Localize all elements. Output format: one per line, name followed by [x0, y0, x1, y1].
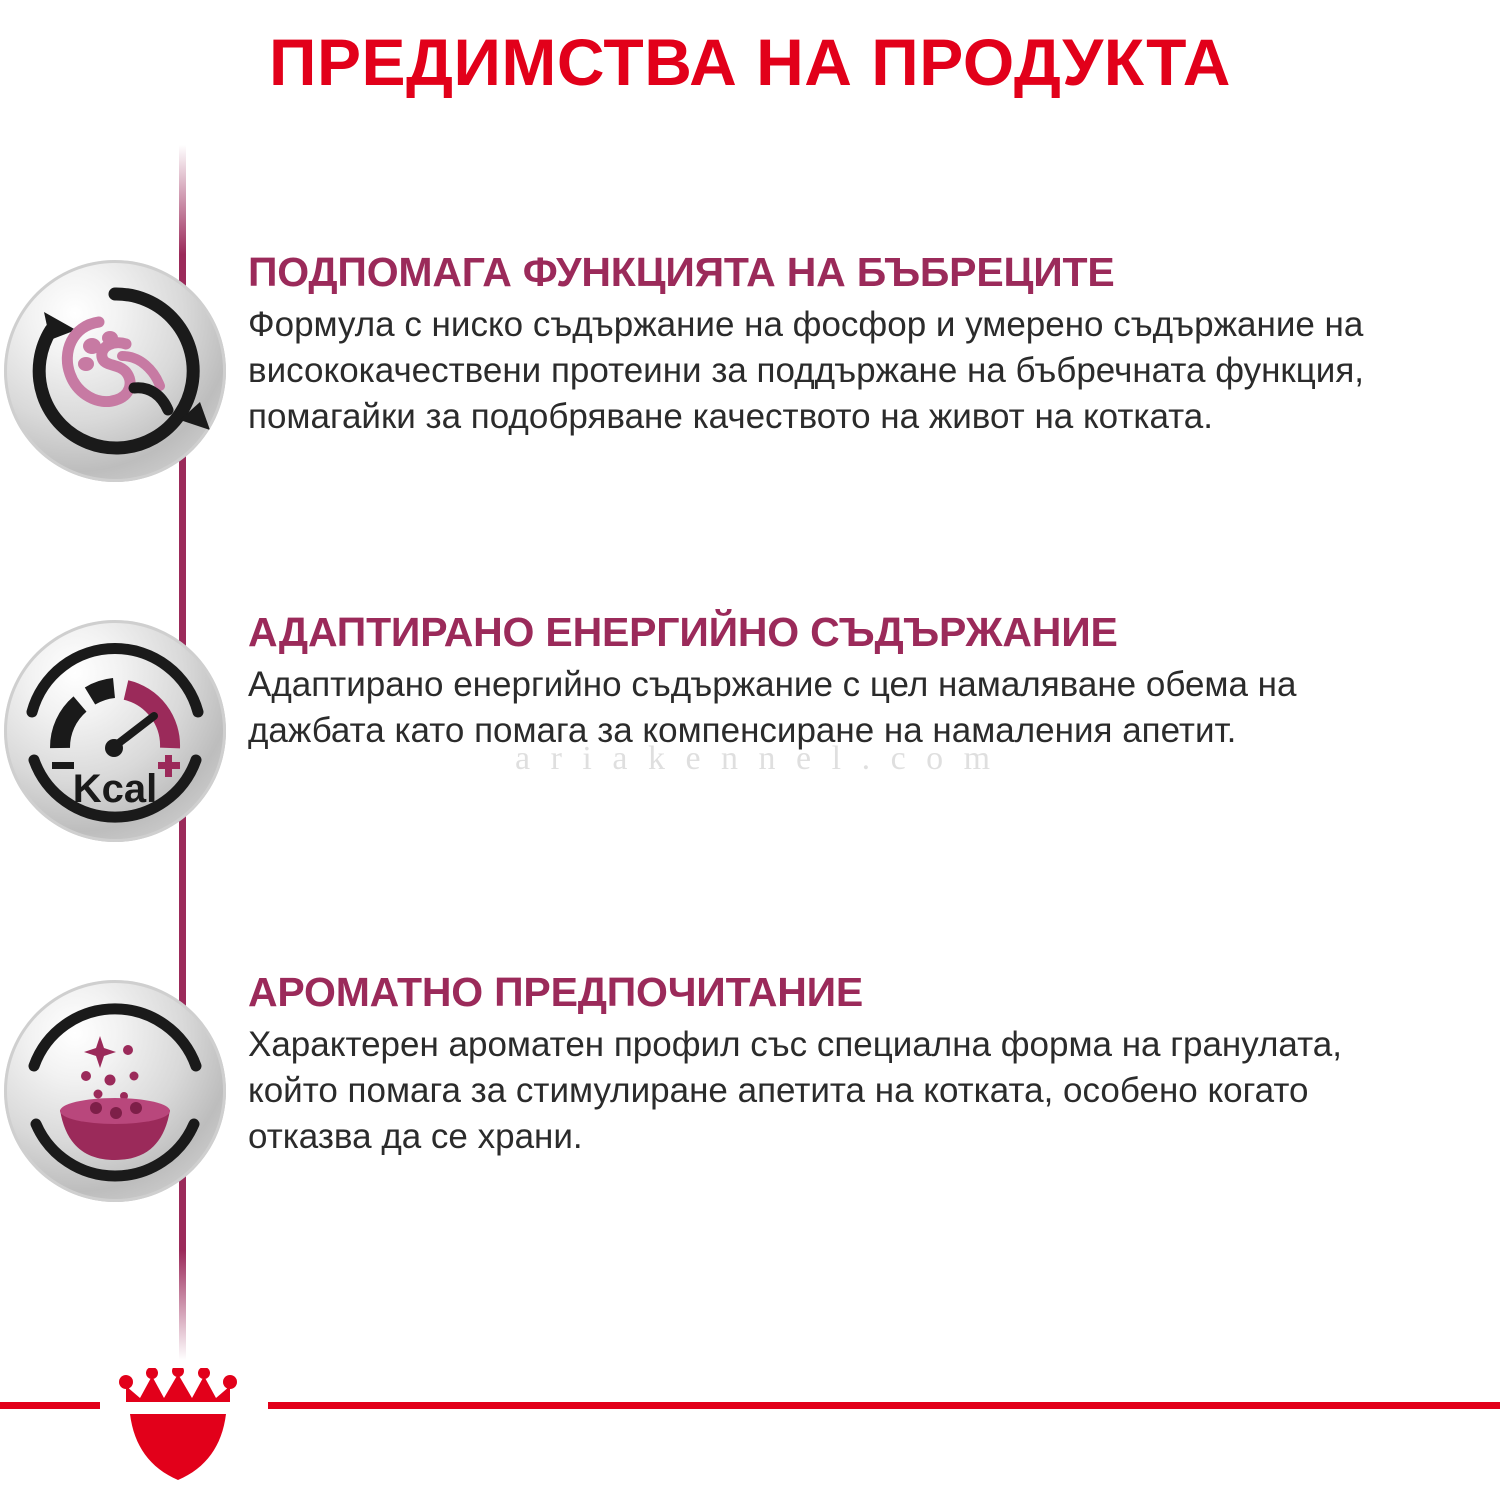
benefits-list: [0, 250, 1500, 1297]
benefit-icon-wrap: [0, 610, 230, 842]
benefit-body: Адаптирано енергийно съдържание с цел намаляване обема на дажбата като помага за компенсиране на намаления апетит.: [248, 664, 1297, 751]
kcal-gauge-icon: [4, 620, 226, 842]
page-title: ПРЕДИМСТВА НА ПРОДУКТА: [269, 25, 1231, 99]
benefit-body: Формула с ниско съдържание на фосфор и умерено съдържание на висококачествени протеини за поддържане на бъбречната функция, помагайки за подобряване качеството на живот на котката.: [248, 304, 1365, 437]
kidney-icon: [4, 260, 226, 482]
svg-text:Kcal: Kcal: [72, 767, 158, 811]
benefit-heading: АДАПТИРАНО ЕНЕРГИЙНО СЪДЪРЖАНИЕ: [248, 609, 1118, 655]
benefit-text: [230, 610, 1428, 754]
aroma-bowl-icon: [4, 980, 226, 1202]
benefit-body: Характерен ароматен профил със специална форма на гранулата, който помага за стимулиране апетита на котката, особено когато отказва да се храни.: [248, 1024, 1342, 1157]
benefit-text: [230, 970, 1428, 1160]
benefit-heading: ПОДПОМАГА ФУНКЦИЯТА НА БЪБРЕЦИТЕ: [248, 249, 1115, 295]
benefit-text: [230, 250, 1428, 440]
watermark: a r i a k e n n e l . c o m: [515, 740, 997, 777]
benefit-heading: АРОМАТНО ПРЕДПОЧИТАНИЕ: [248, 969, 864, 1015]
benefit-item: [0, 970, 1500, 1202]
benefit-item: [0, 250, 1500, 482]
royal-canin-crown-logo: [118, 1368, 248, 1486]
benefit-icon-wrap: [0, 970, 230, 1202]
benefit-icon-wrap: [0, 250, 230, 482]
benefit-item: [0, 610, 1500, 842]
